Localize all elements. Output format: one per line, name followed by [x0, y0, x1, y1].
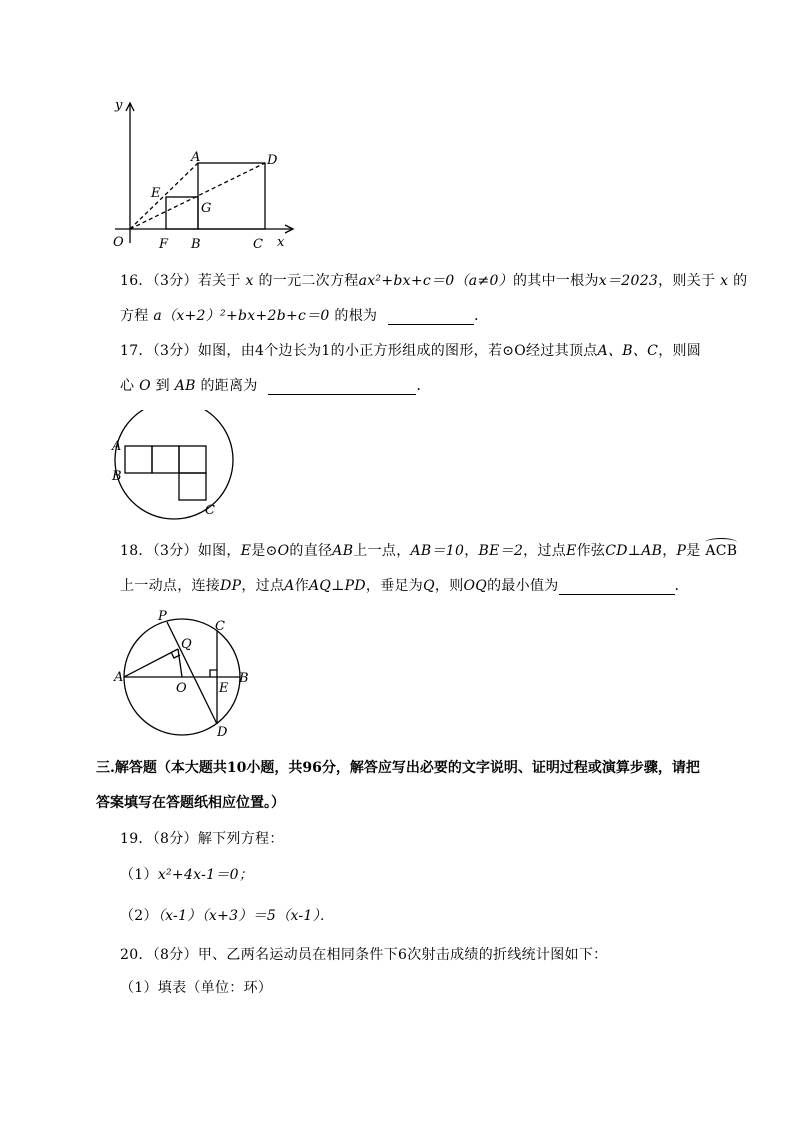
label-P: P: [158, 609, 167, 624]
label-Q: Q: [181, 637, 192, 652]
q20-part1: （1）填表（单位：环）: [120, 980, 273, 996]
answer-blank[interactable]: [559, 580, 675, 595]
label-E: E: [151, 186, 161, 201]
label-O: O: [176, 681, 187, 696]
arc-symbol: ACB: [705, 543, 738, 559]
q16-line2: 方程 a（x+2）²+bx+2b+c＝0 的根为 ．: [120, 308, 489, 324]
q16-line1: 16．（3分）若关于 x 的一元二次方程ax²+bx+c＝0（a≠0）的其中一根为x＝2023，则关于 x 的: [120, 273, 748, 289]
label-x: x: [277, 235, 285, 250]
circle-chord-figure: [112, 608, 262, 740]
label-A: A: [114, 670, 124, 685]
circle-squares-figure: [108, 410, 238, 522]
q19-part2: （2）（x-1）（x+3）＝5（x-1）．: [120, 908, 335, 924]
label-E: E: [219, 681, 229, 696]
label-B: B: [112, 469, 122, 484]
label-A: A: [191, 150, 201, 165]
answer-blank[interactable]: [388, 310, 474, 325]
label-D: D: [217, 725, 228, 740]
q18-line1: 18．（3分）如图，E是⊙O的直径AB上一点，AB＝10，BE＝2，过点E作弦CD⊥AB，P是 ACB: [120, 543, 738, 559]
q18-line2: 上一动点，连接DP，过点A作AQ⊥PD，垂足为Q，则OQ的最小值为 ．: [120, 578, 689, 594]
label-D: D: [267, 153, 278, 168]
q17-line2: 心 O 到 AB 的距离为 ．: [120, 378, 431, 394]
q19-part1: （1）x²+4x-1＝0；: [120, 867, 254, 883]
answer-blank[interactable]: [268, 380, 416, 395]
label-C: C: [205, 503, 215, 518]
section-heading-cont: 答案填写在答题纸相应位置。）: [96, 795, 285, 811]
label-C: C: [215, 619, 225, 634]
label-B: B: [191, 237, 201, 252]
label-A: A: [112, 439, 122, 454]
q19-line: 19．（8分）解下列方程：: [120, 831, 284, 847]
label-y: y: [115, 98, 123, 113]
coordinate-figure: [105, 95, 305, 255]
label-F: F: [159, 237, 169, 252]
label-C: C: [253, 237, 263, 252]
q20-line: 20．（8分）甲、乙两名运动员在相同条件下6次射击成绩的折线统计图如下：: [120, 947, 608, 963]
q17-line1: 17．（3分）如图，由4个边长为1的小正方形组成的图形，若⊙O经过其顶点A、B、C，则圆: [120, 343, 702, 359]
label-G: G: [201, 201, 212, 216]
section-heading: 三.解答题（本大题共10小题，共96分，解答应写出必要的文字说明、证明过程或演算步骤，请把: [96, 760, 700, 776]
label-O: O: [113, 235, 124, 250]
label-B: B: [239, 671, 249, 686]
